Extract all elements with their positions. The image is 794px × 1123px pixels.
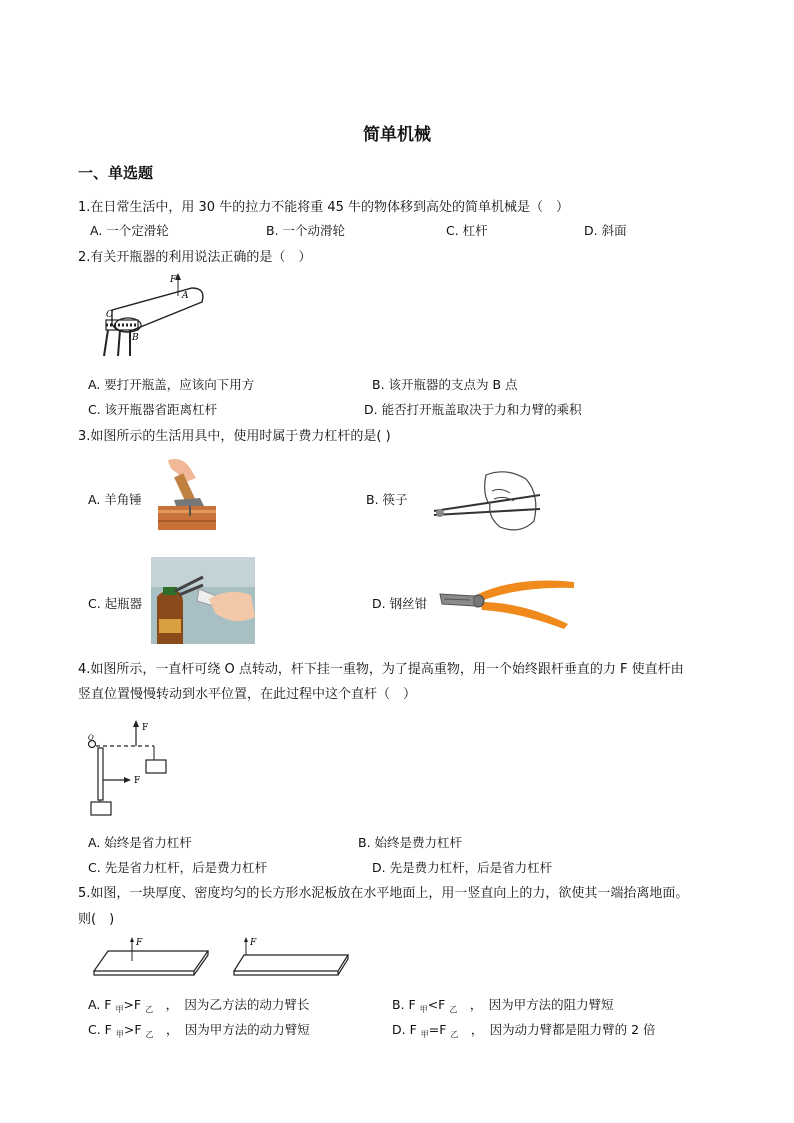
q2-label-c: C <box>106 310 113 320</box>
q5-option-c[interactable]: C. F $_甲$>F $_乙$ ， 因为甲方法的动力臂短 <box>88 1022 310 1039</box>
q5-stem-line1: 5.如图，一块厚度、密度均匀的长方形水泥板放在水平地面上，用一竖直向上的力，欲使其一端抬离地面。 <box>78 886 689 901</box>
q5-stem-line2: 则( ) <box>78 912 115 927</box>
q2-option-b[interactable]: B. 该开瓶器的支点为 B 点 <box>372 377 518 392</box>
q3-bottle-opener-photo <box>151 557 255 644</box>
q2-stem: 2.有关开瓶器的利用说法正确的是（ ） <box>78 250 312 265</box>
q5-label-f-first: F <box>136 938 143 948</box>
q3-option-b[interactable]: B. 筷子 <box>366 492 408 507</box>
q2-option-d[interactable]: D. 能否打开瓶盖取决于力和力臂的乘积 <box>364 402 582 417</box>
q2-label-b: B <box>132 333 139 343</box>
q1-option-b[interactable]: B. 一个动滑轮 <box>266 223 346 238</box>
q3-claw-hammer-image <box>156 458 218 532</box>
q4-stem-line2: 竖直位置慢慢转动到水平位置，在此过程中这个直杆（ ） <box>78 687 417 702</box>
q3-option-a[interactable]: A. 羊角锤 <box>88 492 142 507</box>
q5-label-f-second: F <box>250 938 257 948</box>
q3-chopsticks-image <box>430 465 542 537</box>
q3-pliers-image <box>438 572 576 630</box>
q2-bottle-opener-figure <box>92 270 212 360</box>
q2-option-a[interactable]: A. 要打开瓶盖，应该向下用方 <box>88 377 255 392</box>
q1-option-d[interactable]: D. 斜面 <box>584 223 627 238</box>
q5-option-a[interactable]: A. F $_甲$>F $_乙$ ， 因为乙方法的动力臂长 <box>88 997 310 1014</box>
q4-option-c[interactable]: C. 先是省力杠杆，后是费力杠杆 <box>88 860 268 875</box>
q4-stem-line1: 4.如图所示，一直杆可绕 O 点转动，杆下挂一重物，为了提高重物，用一个始终跟杆垂直的力 F 使直杆由 <box>78 662 684 677</box>
q4-option-a[interactable]: A. 始终是省力杠杆 <box>88 835 192 850</box>
q4-option-b[interactable]: B. 始终是费力杠杆 <box>358 835 463 850</box>
page-title: 简单机械 <box>363 125 431 145</box>
q2-option-c[interactable]: C. 该开瓶器省距离杠杆 <box>88 402 218 417</box>
section-heading: 一、单选题 <box>78 164 154 182</box>
q4-option-d[interactable]: D. 先是费力杠杆，后是省力杠杆 <box>372 860 553 875</box>
q3-stem: 3.如图所示的生活用具中，使用时属于费力杠杆的是( ) <box>78 429 391 444</box>
q1-option-c[interactable]: C. 杠杆 <box>446 223 488 238</box>
q5-option-d[interactable]: D. F $_甲$=F $_乙$ ， 因为动力臂都是阻力臂的 2 倍 <box>392 1022 656 1039</box>
q4-label-f-side: F <box>134 776 141 786</box>
q5-slab-figures <box>92 935 352 980</box>
q3-option-c[interactable]: C. 起瓶器 <box>88 596 143 611</box>
q2-label-a: A <box>182 291 189 301</box>
q2-label-f: F <box>170 275 177 285</box>
q1-stem: 1.在日常生活中，用 30 牛的拉力不能将重 45 牛的物体移到高处的简单机械是（ ） <box>78 200 570 215</box>
q4-label-f-top: F <box>142 723 149 733</box>
q1-option-a[interactable]: A. 一个定滑轮 <box>90 223 169 238</box>
q3-option-d[interactable]: D. 钢丝钳 <box>372 596 428 611</box>
q4-label-o: O <box>88 734 94 742</box>
q4-lever-figure <box>84 712 180 816</box>
q5-option-b[interactable]: B. F $_甲$<F $_乙$ ， 因为甲方法的阻力臂短 <box>392 997 614 1014</box>
